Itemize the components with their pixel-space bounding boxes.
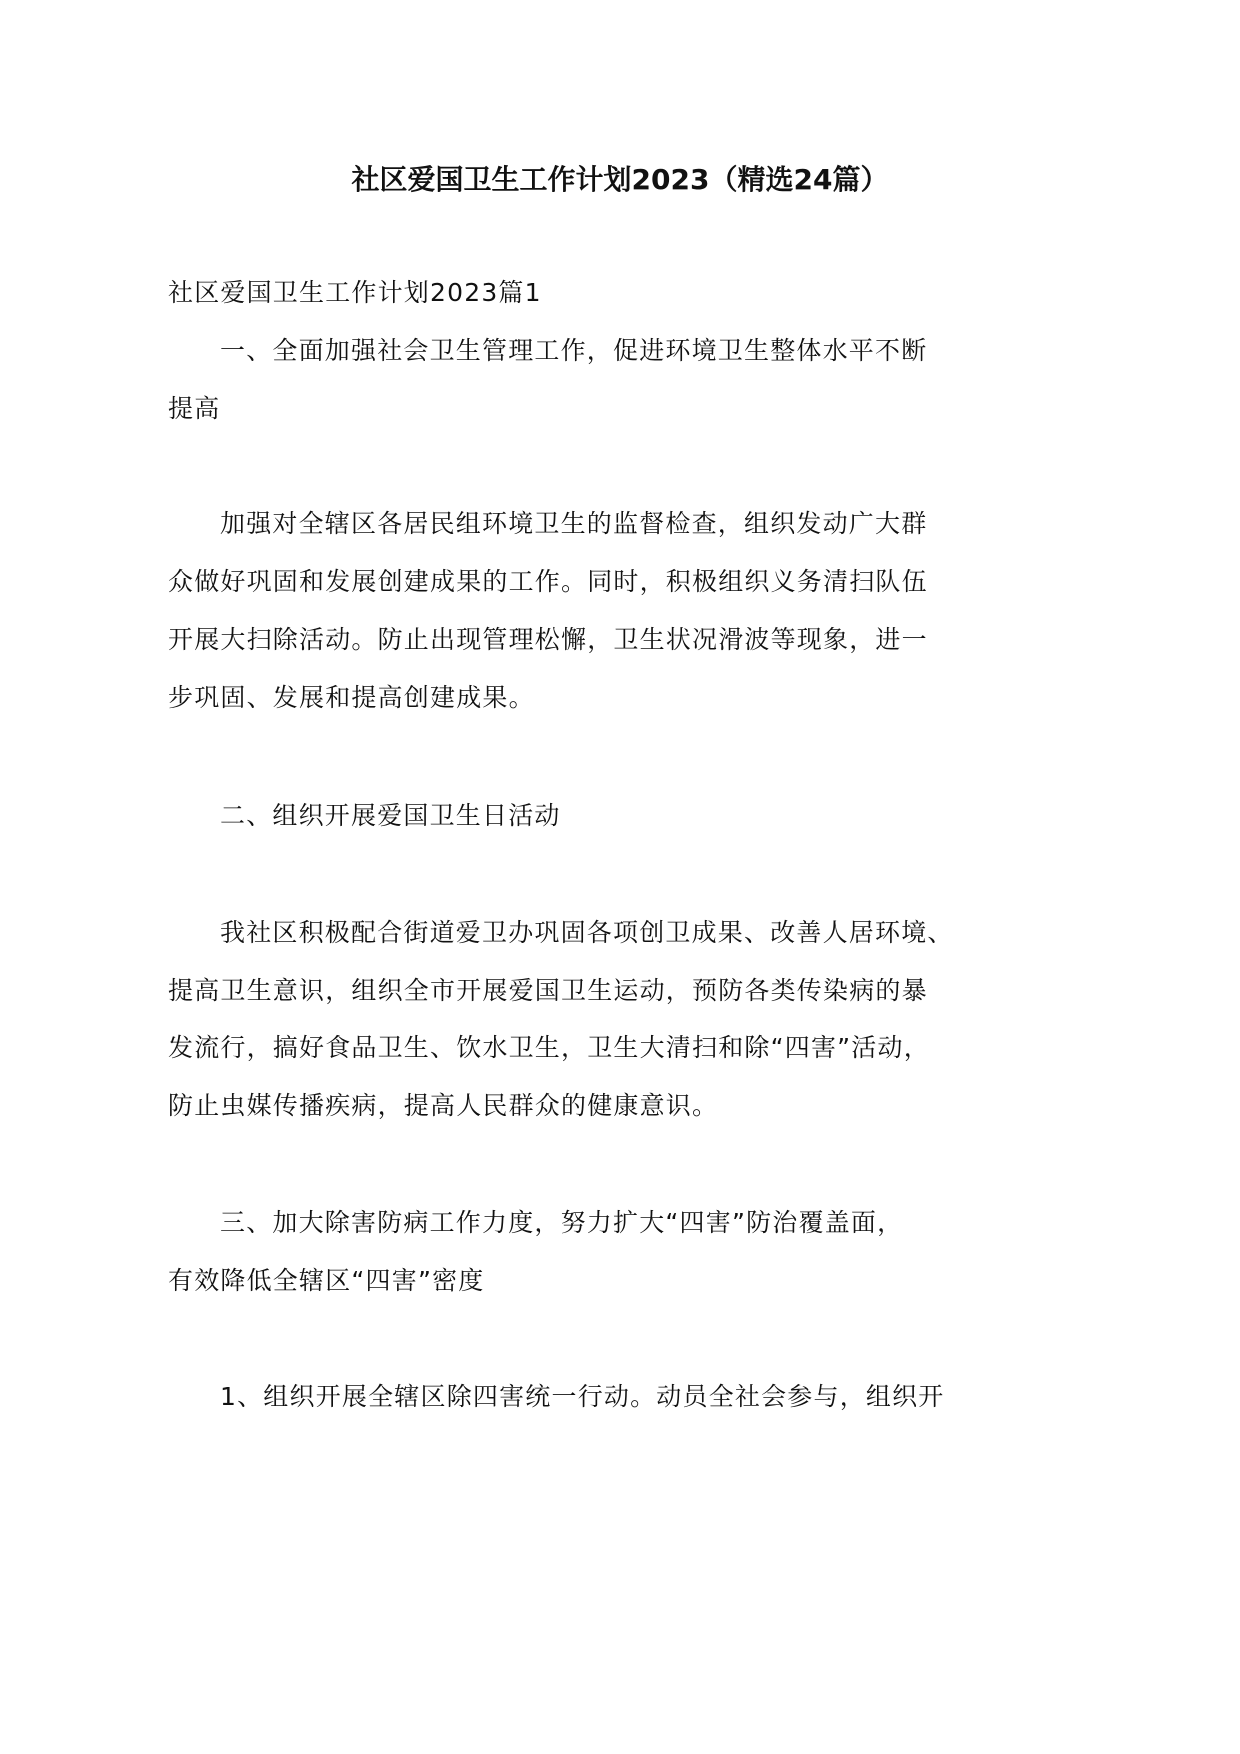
paragraph-line: 加强对全辖区各居民组环境卫生的监督检查，组织发动广大群	[220, 509, 928, 538]
paragraph-line: 步巩固、发展和提高创建成果。	[168, 683, 535, 712]
heading-1-line: 提高	[168, 394, 221, 423]
list-item-line: 1、组织开展全辖区除四害统一行动。动员全社会参与，组织开	[220, 1382, 945, 1411]
heading-3-line: 三、加大除害防病工作力度，努力扩大“四害”防治覆盖面，	[220, 1208, 904, 1237]
paragraph-line: 防止虫媒传播疾病，提高人民群众的健康意识。	[168, 1091, 719, 1120]
heading-3-line: 有效降低全辖区“四害”密度	[168, 1266, 485, 1295]
paragraph-line: 众做好巩固和发展创建成果的工作。同时，积极组织义务清扫队伍	[168, 567, 928, 596]
section-subheading: 社区爱国卫生工作计划2023篇1	[168, 278, 542, 307]
paragraph-line: 开展大扫除活动。防止出现管理松懈，卫生状况滑波等现象，进一	[168, 625, 928, 654]
document-title: 社区爱国卫生工作计划2023（精选24篇）	[351, 163, 889, 196]
heading-1-line: 一、全面加强社会卫生管理工作，促进环境卫生整体水平不断	[220, 336, 928, 365]
paragraph-line: 提高卫生意识，组织全市开展爱国卫生运动，预防各类传染病的暴	[168, 976, 928, 1005]
paragraph-line: 发流行，搞好食品卫生、饮水卫生，卫生大清扫和除“四害”活动，	[168, 1033, 930, 1062]
paragraph-line: 我社区积极配合街道爱卫办巩固各项创卫成果、改善人居环境、	[220, 918, 954, 947]
heading-2-line: 二、组织开展爱国卫生日活动	[220, 801, 561, 830]
